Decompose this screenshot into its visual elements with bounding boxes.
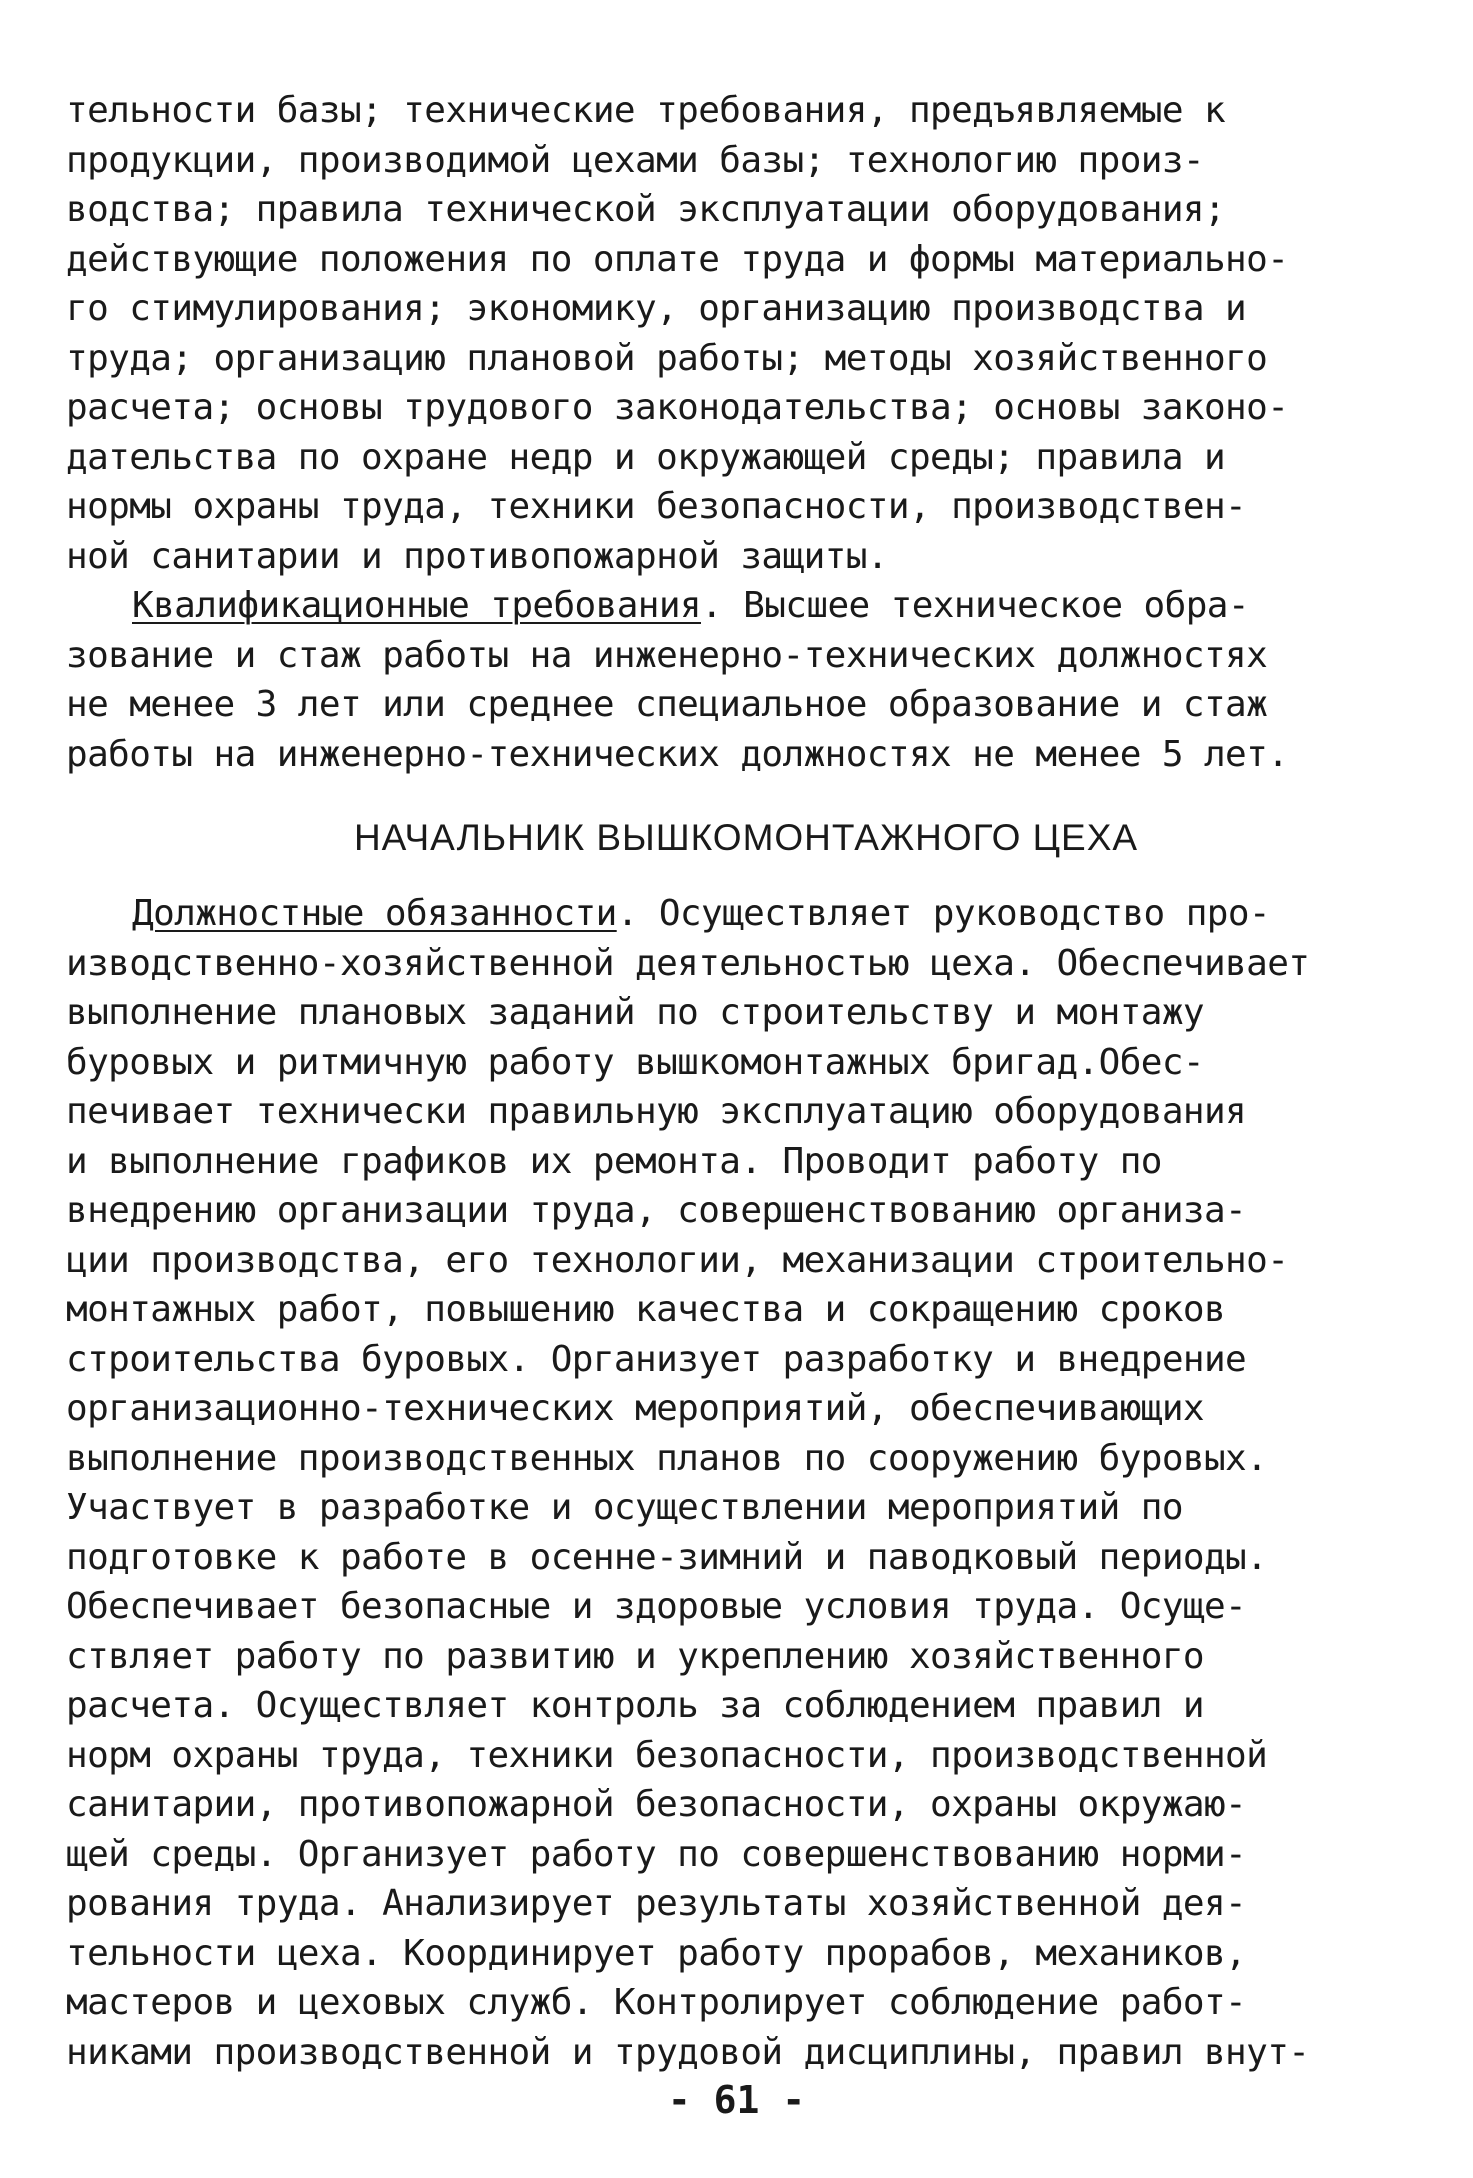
text-line <box>66 889 1426 939</box>
text-line: расчета; основы трудового законодательства; основы законо- <box>66 387 1289 428</box>
text-line: и выполнение графиков их ремонта. Проводит работу по <box>66 1140 1162 1182</box>
text-line: строительства буровых. Организует разработку и внедрение <box>66 1338 1247 1380</box>
text-line: го стимулирования; экономику, организацию производства и <box>66 288 1247 329</box>
duties-first-line-rest: . Осуществляет руководство про- <box>616 893 1270 934</box>
document-page <box>66 86 1426 2077</box>
text-line: работы на инженерно-технических должностях не менее 5 лет. <box>66 733 1289 775</box>
text-line: организационно-технических мероприятий, обеспечивающих <box>66 1388 1204 1429</box>
text-line: монтажных работ, повышению качества и сокращению сроков <box>66 1289 1226 1330</box>
text-line: никами производственной и трудовой дисциплины, правил внут- <box>66 2031 1310 2073</box>
page-number: - 61 - <box>667 2078 806 2122</box>
text-line: ции производства, его технологии, механизации строительно- <box>66 1239 1289 1281</box>
text-line: выполнение производственных планов по сооружению буровых. <box>66 1437 1268 1479</box>
text-line: санитарии, противопожарной безопасности, охраны окружаю- <box>66 1784 1247 1825</box>
duties-label: Должностные обязанности <box>132 893 617 934</box>
text-line: мастеров и цеховых служб. Контролирует соблюдение работ- <box>66 1982 1247 2023</box>
text-line: тельности цеха. Координирует работу прорабов, механиков, <box>66 1932 1247 1974</box>
text-line: выполнение плановых заданий по строительству и монтажу <box>66 992 1204 1033</box>
qualification-first-line-rest: . Высшее техническое обра- <box>701 585 1249 626</box>
text-line: изводственно-хозяйственной деятельностью цеха. Обеспечивает <box>66 942 1310 984</box>
text-line: водства; правила технической эксплуатации оборудования; <box>66 189 1226 230</box>
text-line: дательства по охране недр и окружающей среды; правила и <box>66 436 1226 478</box>
text-line: подготовке к работе в осенне-зимний и паводковый периоды. <box>66 1536 1268 1578</box>
text-line: расчета. Осуществляет контроль за соблюдением правил и <box>66 1685 1204 1726</box>
text-line: буровых и ритмичную работу вышкомонтажных бригад.Обес- <box>66 1041 1204 1083</box>
text-line: зование и стаж работы на инженерно-технических должностях <box>66 634 1268 676</box>
text-line: нормы охраны труда, техники безопасности, производствен- <box>66 486 1247 527</box>
text-line: щей среды. Организует работу по совершенствованию норми- <box>66 1833 1247 1875</box>
text-line <box>66 581 1426 631</box>
qualification-paragraph <box>66 581 1426 779</box>
text-line: Обеспечивает безопасные и здоровые условия труда. Осуще- <box>66 1586 1247 1627</box>
text-line: ной санитарии и противопожарной защиты. <box>66 535 888 577</box>
text-line: труда; организацию плановой работы; методы хозяйственного <box>66 337 1268 379</box>
text-line: продукции, производимой цехами базы; технологию произ- <box>66 139 1204 181</box>
text-line: не менее 3 лет или среднее специальное образование и стаж <box>66 684 1268 725</box>
intro-paragraph <box>66 86 1426 581</box>
text-line: норм охраны труда, техники безопасности, производственной <box>66 1734 1268 1776</box>
text-line: ствляет работу по развитию и укреплению хозяйственного <box>66 1635 1204 1677</box>
text-line: Участвует в разработке и осуществлении мероприятий по <box>66 1487 1183 1528</box>
qualification-label: Квалификационные требования <box>132 585 701 626</box>
text-line: тельности базы; технические требования, предъявляемые к <box>66 90 1226 131</box>
text-line: действующие положения по оплате труда и формы материально- <box>66 238 1289 280</box>
text-line: рования труда. Анализирует результаты хозяйственной дея- <box>66 1883 1247 1924</box>
duties-paragraph <box>66 889 1426 2077</box>
text-line: внедрению организации труда, совершенствованию организа- <box>66 1190 1247 1231</box>
section-heading: НАЧАЛЬНИК ВЫШКОМОНТАЖНОГО ЦЕХА <box>353 817 1139 858</box>
text-line: печивает технически правильную эксплуатацию оборудования <box>66 1091 1247 1132</box>
